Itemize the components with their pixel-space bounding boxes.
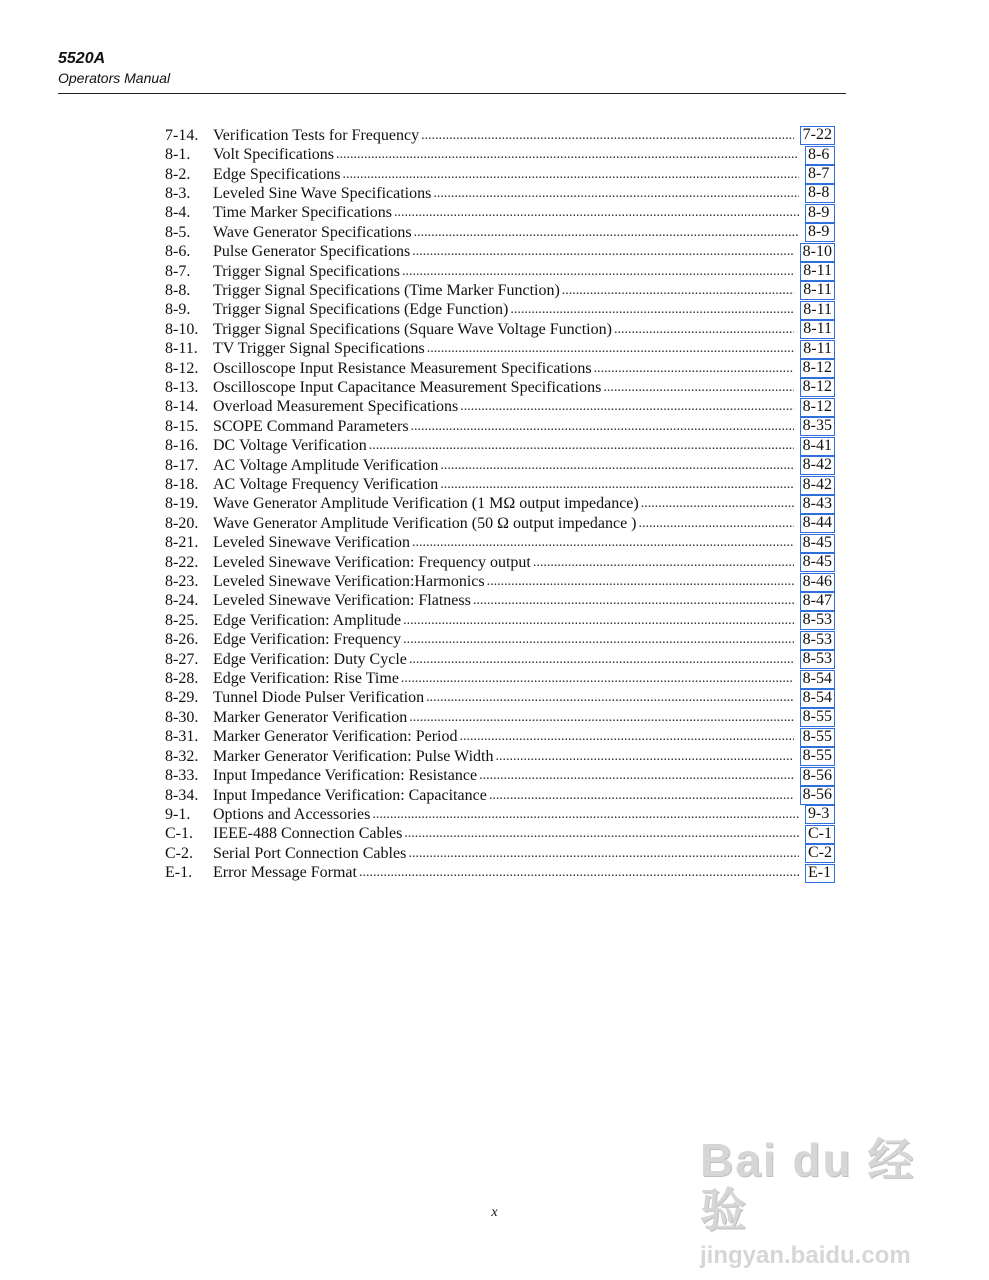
toc-page-link[interactable]: 8-9 — [805, 204, 835, 223]
toc-page-link[interactable]: 8-42 — [800, 456, 835, 475]
toc-row — [165, 359, 835, 378]
toc-page-link[interactable]: 8-35 — [800, 417, 835, 436]
toc-page-link[interactable]: 8-55 — [800, 747, 835, 766]
toc-page-link[interactable]: 8-11 — [800, 340, 835, 359]
toc-number: 8-26. — [165, 631, 199, 649]
toc-number: C-1. — [165, 825, 193, 843]
toc-title: Trigger Signal Specifications (Edge Function) — [213, 301, 509, 319]
toc-leader — [440, 458, 793, 474]
toc-page-link[interactable]: 8-11 — [800, 262, 835, 281]
toc-title: Edge Verification: Frequency — [213, 631, 402, 649]
toc-title: Wave Generator Specifications — [213, 223, 412, 241]
toc-page-link[interactable]: 8-53 — [800, 631, 835, 650]
toc-number: 8-12. — [165, 359, 199, 377]
toc-page-link[interactable]: 8-42 — [800, 476, 835, 495]
toc-row — [165, 339, 835, 358]
toc-row — [165, 320, 835, 339]
toc-row — [165, 456, 835, 475]
toc-row — [165, 708, 835, 727]
toc-leader — [614, 322, 794, 338]
toc-number: C-2. — [165, 844, 193, 862]
toc-page-link[interactable]: C-1 — [805, 825, 835, 844]
toc-number: 8-23. — [165, 573, 199, 591]
watermark-logo: Bai du 经验 — [700, 1134, 916, 1236]
toc-title: Marker Generator Verification — [213, 708, 408, 726]
toc-leader — [369, 438, 794, 454]
toc-row — [165, 747, 835, 766]
toc-title: Edge Verification: Duty Cycle — [213, 650, 407, 668]
toc-page-link[interactable]: 8-54 — [800, 689, 835, 708]
toc-row — [165, 825, 835, 844]
toc-row — [165, 553, 835, 572]
toc-leader — [460, 399, 793, 415]
toc-page-link[interactable]: 9-3 — [805, 805, 835, 824]
toc-number: 8-19. — [165, 495, 199, 513]
toc-page-link[interactable]: 8-12 — [800, 398, 835, 417]
toc-row — [165, 281, 835, 300]
toc-title: Edge Verification: Amplitude — [213, 611, 402, 629]
toc-title: Oscilloscope Input Resistance Measurement Specifications — [213, 359, 592, 377]
toc-number: 8-20. — [165, 514, 199, 532]
toc-leader — [641, 496, 794, 512]
toc-number: 8-1. — [165, 146, 191, 164]
toc-page-link[interactable]: 8-8 — [805, 184, 835, 203]
toc-row — [165, 437, 835, 456]
toc-row — [165, 165, 835, 184]
toc-row — [165, 398, 835, 417]
toc-title: Input Impedance Verification: Resistance — [213, 767, 478, 785]
toc-number: 8-18. — [165, 476, 199, 494]
toc-leader — [412, 244, 793, 260]
toc-row — [165, 728, 835, 747]
toc-page-link[interactable]: E-1 — [805, 864, 835, 883]
toc-leader — [421, 128, 794, 144]
toc-title: Serial Port Connection Cables — [213, 844, 407, 862]
toc-number: 8-11. — [165, 340, 198, 358]
toc-leader — [372, 807, 799, 823]
toc-row — [165, 844, 835, 863]
toc-number: 8-4. — [165, 204, 191, 222]
toc-leader — [401, 671, 794, 687]
toc-number: 8-33. — [165, 767, 199, 785]
toc-number: 8-3. — [165, 184, 191, 202]
toc-row — [165, 262, 835, 281]
toc-row — [165, 417, 835, 436]
toc-title: Error Message Format — [213, 864, 357, 882]
toc-leader — [343, 167, 799, 183]
toc-page-link[interactable]: 8-11 — [800, 320, 835, 339]
toc-title: Time Marker Specifications — [213, 204, 392, 222]
toc-row — [165, 145, 835, 164]
toc-row — [165, 126, 835, 145]
toc-page-link[interactable]: 8-53 — [800, 650, 835, 669]
toc-title: Trigger Signal Specifications — [213, 262, 400, 280]
toc-number: 8-14. — [165, 398, 199, 416]
toc-title: Leveled Sinewave Verification:Harmonics — [213, 573, 485, 591]
toc-number: 8-29. — [165, 689, 199, 707]
toc-number: 8-28. — [165, 670, 199, 688]
toc-page-link[interactable]: 8-43 — [800, 495, 835, 514]
toc-row — [165, 592, 835, 611]
toc-leader — [404, 826, 799, 842]
toc-title: Pulse Generator Specifications — [213, 243, 411, 261]
toc-row — [165, 786, 835, 805]
toc-row — [165, 805, 835, 824]
toc-title: Tunnel Diode Pulser Verification — [213, 689, 425, 707]
toc-title: Overload Measurement Specifications — [213, 398, 459, 416]
toc-number: 8-5. — [165, 223, 191, 241]
toc-number: 8-34. — [165, 786, 199, 804]
toc-title: Input Impedance Verification: Capacitance — [213, 786, 487, 804]
toc-row — [165, 631, 835, 650]
toc-page-link[interactable]: 8-56 — [800, 767, 835, 786]
toc-row — [165, 611, 835, 630]
toc-page-link[interactable]: 8-53 — [800, 611, 835, 630]
toc-page-link[interactable]: 8-10 — [800, 243, 835, 262]
toc-row — [165, 689, 835, 708]
toc-title: AC Voltage Amplitude Verification — [213, 456, 439, 474]
toc-number: 8-25. — [165, 611, 199, 629]
toc-leader — [408, 846, 799, 862]
toc-row — [165, 514, 835, 533]
toc-leader — [336, 147, 799, 163]
toc-leader — [427, 341, 795, 357]
toc-row — [165, 669, 835, 688]
toc-row — [165, 184, 835, 203]
toc-page-link[interactable]: 8-7 — [805, 165, 835, 184]
toc-leader — [409, 652, 794, 668]
toc-row — [165, 223, 835, 242]
toc-title: Leveled Sinewave Verification: Flatness — [213, 592, 471, 610]
toc-leader — [510, 302, 794, 318]
toc-leader — [402, 264, 794, 280]
toc-row — [165, 204, 835, 223]
toc-leader — [603, 380, 793, 396]
page-number: x — [491, 1205, 498, 1220]
toc-leader — [433, 186, 799, 202]
toc-leader — [487, 574, 794, 590]
model-title: 5520A — [58, 50, 106, 67]
toc-row — [165, 650, 835, 669]
toc-leader — [440, 477, 793, 493]
toc-number: 8-17. — [165, 456, 199, 474]
toc-title: SCOPE Command Parameters — [213, 417, 409, 435]
toc-leader — [479, 768, 794, 784]
toc-leader — [533, 555, 794, 571]
toc-title: Marker Generator Verification: Period — [213, 728, 458, 746]
toc-number: 8-2. — [165, 165, 191, 183]
toc-row — [165, 495, 835, 514]
toc-title: Verification Tests for Frequency — [213, 126, 420, 144]
toc-leader — [412, 535, 794, 551]
toc-page-link[interactable]: 8-45 — [800, 534, 835, 553]
toc-leader — [403, 613, 794, 629]
toc-title: Edge Verification: Rise Time — [213, 670, 399, 688]
toc-page-link[interactable]: 8-56 — [800, 786, 835, 805]
manual-subtitle: Operators Manual — [58, 70, 171, 86]
toc-leader — [394, 205, 799, 221]
baidu-watermark — [700, 1134, 940, 1269]
toc-row — [165, 475, 835, 494]
toc-page-link[interactable]: 8-55 — [800, 708, 835, 727]
toc-leader — [639, 516, 794, 532]
toc-row — [165, 378, 835, 397]
toc-leader — [460, 729, 794, 745]
toc-number: 8-24. — [165, 592, 199, 610]
toc-number: 8-22. — [165, 553, 199, 571]
toc-leader — [562, 283, 794, 299]
toc-leader — [489, 788, 794, 804]
page-header — [58, 49, 170, 87]
toc-number: 8-15. — [165, 417, 199, 435]
toc-leader — [403, 632, 794, 648]
toc-title: Leveled Sine Wave Specifications — [213, 184, 432, 202]
toc-title: Oscilloscope Input Capacitance Measurement Specifications — [213, 378, 602, 396]
toc-number: 8-6. — [165, 243, 191, 261]
toc-number: 8-16. — [165, 437, 199, 455]
toc-row — [165, 534, 835, 553]
toc-page-link[interactable]: 8-12 — [800, 378, 835, 397]
toc-number: 8-13. — [165, 378, 199, 396]
toc-row — [165, 301, 835, 320]
toc-page-link[interactable]: 8-46 — [800, 573, 835, 592]
toc-number: 8-9. — [165, 301, 191, 319]
toc-number: 8-8. — [165, 281, 191, 299]
toc-page-link[interactable]: 8-54 — [800, 670, 835, 689]
toc-title: Volt Specifications — [213, 146, 335, 164]
toc-number: 8-30. — [165, 708, 199, 726]
toc-row — [165, 242, 835, 261]
header-rule — [58, 93, 846, 94]
watermark-url: jingyan.baidu.com — [700, 1242, 911, 1269]
toc-page-link[interactable]: 8-55 — [800, 728, 835, 747]
toc-page-link[interactable]: 8-11 — [800, 281, 835, 300]
toc-title: Wave Generator Amplitude Verification (50 Ω output impedance ) — [213, 514, 637, 532]
toc-title: Edge Specifications — [213, 165, 341, 183]
toc-title: TV Trigger Signal Specifications — [213, 340, 425, 358]
toc-leader — [495, 749, 793, 765]
toc-title: Trigger Signal Specifications (Square Wave Voltage Function) — [213, 320, 612, 338]
toc-leader — [359, 865, 799, 881]
toc-title: IEEE-488 Connection Cables — [213, 825, 403, 843]
toc-title: DC Voltage Verification — [213, 437, 367, 455]
toc-page-link[interactable]: 8-45 — [800, 553, 835, 572]
toc-page-link[interactable]: 8-6 — [805, 146, 835, 165]
toc-page-link[interactable]: C-2 — [805, 844, 835, 863]
toc-title: Trigger Signal Specifications (Time Marker Function) — [213, 281, 560, 299]
toc-title: Wave Generator Amplitude Verification (1 MΩ output impedance) — [213, 495, 639, 513]
toc-page-link[interactable]: 8-9 — [805, 223, 835, 242]
toc-page-link[interactable]: 8-12 — [800, 359, 835, 378]
toc-number: 7-14. — [165, 126, 199, 144]
toc-number: 8-27. — [165, 650, 199, 668]
toc-number: 8-7. — [165, 262, 191, 280]
toc-page-link[interactable]: 8-41 — [800, 437, 835, 456]
toc-leader — [426, 690, 794, 706]
toc-leader — [473, 593, 794, 609]
toc-page-link[interactable]: 8-47 — [800, 592, 835, 611]
table-of-figures — [165, 126, 835, 883]
toc-title: AC Voltage Frequency Verification — [213, 476, 439, 494]
toc-page-link[interactable]: 7-22 — [800, 126, 835, 145]
toc-page-link[interactable]: 8-44 — [800, 514, 835, 533]
toc-row — [165, 766, 835, 785]
toc-title: Marker Generator Verification: Pulse Width — [213, 747, 494, 765]
toc-title: Options and Accessories — [213, 805, 371, 823]
toc-row — [165, 572, 835, 591]
toc-leader — [414, 225, 799, 241]
toc-leader — [409, 710, 793, 726]
toc-row — [165, 863, 835, 882]
toc-title: Leveled Sinewave Verification: Frequency output — [213, 553, 531, 571]
toc-number: 8-10. — [165, 320, 199, 338]
toc-number: 8-31. — [165, 728, 199, 746]
toc-page-link[interactable]: 8-11 — [800, 301, 835, 320]
toc-leader — [594, 361, 794, 377]
toc-leader — [411, 419, 794, 435]
toc-title: Leveled Sinewave Verification — [213, 534, 410, 552]
toc-number: 9-1. — [165, 805, 191, 823]
toc-number: 8-32. — [165, 747, 199, 765]
toc-number: 8-21. — [165, 534, 199, 552]
toc-number: E-1. — [165, 864, 193, 882]
